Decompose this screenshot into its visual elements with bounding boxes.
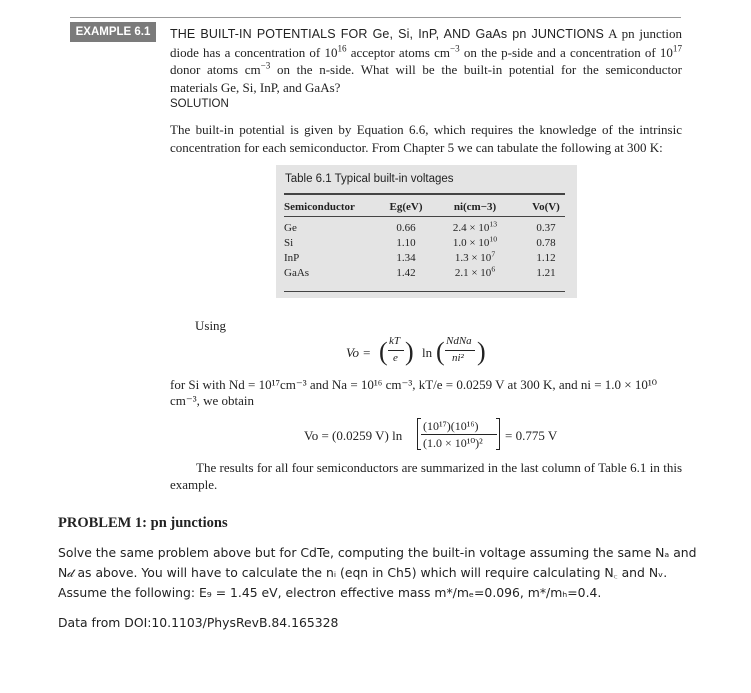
eq1-paren-open-2: ( xyxy=(436,337,445,366)
eq2-bracket-right xyxy=(499,418,500,450)
eq2-bracket-right-bottom xyxy=(496,449,500,450)
problem-line-2: N𝒹 as above. You will have to calculate the nᵢ (eqn in Ch5) which will require calculating N꜀ and Nᵥ. xyxy=(58,565,668,580)
eq2-bracket-right-top xyxy=(496,418,500,419)
table-bottom-rule xyxy=(284,291,565,292)
results-text: The results for all four semiconductors are summarized in the last column of Table 6.1 in this example. xyxy=(170,460,682,492)
example-text-a: A pn junction diode has a concentration of 10 xyxy=(170,26,682,60)
header-eg: Eg(eV) xyxy=(389,201,423,213)
cell-ni-gaas: $2.1 \times 10^6$ xyxy=(454,264,496,279)
eq2-frac-line xyxy=(421,434,497,435)
eq1-lhs: Vo = xyxy=(346,345,372,360)
header-semiconductor: Semiconductor xyxy=(284,201,355,213)
cell-vo-si: 0.78 xyxy=(536,237,556,249)
si-case-text: for Si with Nd = 10¹⁷cm⁻³ and Na = 10¹⁶ cm⁻³, kT/e = 0.0259 V at 300 K, and ni = 1.0 × 10¹⁰ cm⁻³, we obtain xyxy=(170,377,657,408)
header-ni: ni(cm−3) xyxy=(453,201,497,213)
cell-material-si: Si xyxy=(284,237,294,249)
problem-heading: PROBLEM 1: pn junctions xyxy=(58,515,228,531)
cell-eg-si: 1.10 xyxy=(396,237,416,249)
cell-vo-ge: 0.37 xyxy=(536,222,556,234)
doi-text: Data from DOI:10.1103/PhysRevB.84.165328 xyxy=(58,615,339,630)
eq2-bracket-left xyxy=(417,418,418,450)
problem-line-3: Assume the following: E₉ = 1.45 eV, electron effective mass m*/mₑ=0.096, m*/mₕ=0.4. xyxy=(58,585,602,600)
problem-text xyxy=(58,543,698,603)
cell-ni-ge: $2.4 \times 10^{13}$ xyxy=(452,219,498,234)
solution-text: The built-in potential is given by Equation 6.6, which requires the knowledge of the intrinsic concentration for each semiconductor. From Chapter 5 we can tabulate the following at 300 K: xyxy=(170,122,682,155)
example-text-b: acceptor atoms cm xyxy=(346,44,451,60)
using-label: Using xyxy=(195,318,227,333)
eq1-num: NdNa xyxy=(446,335,472,347)
example-text-d: donor atoms cm xyxy=(170,62,261,77)
cell-material-gaas: GaAs xyxy=(284,267,310,279)
cell-eg-inp: 1.34 xyxy=(396,252,416,264)
exp-16: 16 xyxy=(337,43,347,54)
eq2-result: = 0.775 V xyxy=(505,428,558,443)
header-vo: Vo(V) xyxy=(532,201,560,213)
cell-vo-inp: 1.12 xyxy=(536,252,556,264)
eq1-paren-open: ( xyxy=(379,337,388,366)
cell-eg-ge: 0.66 xyxy=(396,222,416,234)
cell-ni-inp: $1.3 \times 10^7$ xyxy=(454,249,496,264)
eq2-bracket-left-top xyxy=(417,418,421,419)
eq1-paren-close-2: ) xyxy=(477,337,486,366)
example-title: THE BUILT-IN POTENTIALS FOR Ge, Si, InP, AND GaAs pn JUNCTIONS xyxy=(170,27,604,41)
eq1-e: e xyxy=(393,352,398,364)
cell-material-ge: Ge xyxy=(284,222,297,234)
table-top-rule xyxy=(284,193,565,195)
eq1-frac-line xyxy=(388,350,404,351)
solution-heading: SOLUTION xyxy=(170,98,229,110)
cell-eg-gaas: 1.42 xyxy=(396,267,416,279)
example-text xyxy=(170,25,682,96)
cell-material-inp: InP xyxy=(284,252,300,264)
cell-ni-si: $1.0 \times 10^{10}$ xyxy=(452,234,498,249)
example-text-c: on the p-side and a concentration of 10 xyxy=(459,44,673,60)
equation-si-result xyxy=(304,418,564,454)
eq2-lhs: Vo = (0.0259 V) ln xyxy=(304,428,403,443)
exp-m3-b: −3 xyxy=(260,60,271,71)
example-label: EXAMPLE 6.1 xyxy=(70,22,156,42)
cell-vo-gaas: 1.21 xyxy=(536,267,556,279)
table-caption: Table 6.1 Typical built-in voltages xyxy=(285,173,454,185)
eq1-ln: ln xyxy=(422,345,433,360)
table-header-rule xyxy=(284,216,565,217)
eq2-num: (10¹⁷)(10¹⁶) xyxy=(423,419,479,433)
example-text-e: on the n-side. What will be the built-in potential for the semiconductor materials Ge, Si, InP, and GaAs? xyxy=(170,62,682,95)
eq2-den: (1.0 × 10¹⁰)² xyxy=(423,436,483,450)
eq1-paren-close: ) xyxy=(405,337,414,366)
top-rule xyxy=(70,17,681,18)
table-6-1 xyxy=(276,165,577,298)
eq1-frac-line-2 xyxy=(445,350,475,351)
problem-line-1: Solve the same problem above but for CdTe, computing the built-in voltage assuming the same Nₐ and xyxy=(58,545,697,560)
exp-m3: −3 xyxy=(450,43,460,54)
eq2-bracket-left-bottom xyxy=(417,449,421,450)
equation-built-in-potential xyxy=(346,333,496,373)
eq1-den: ni² xyxy=(452,352,464,364)
eq1-kt: kT xyxy=(389,335,400,347)
exp-17: 17 xyxy=(672,43,683,54)
